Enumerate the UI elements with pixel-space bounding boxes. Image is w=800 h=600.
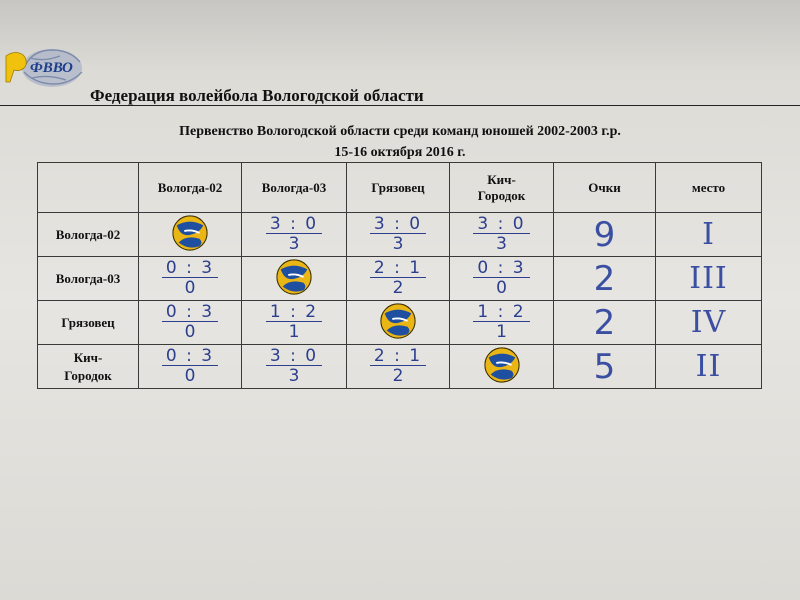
match-cell xyxy=(242,301,347,345)
points-total-cell xyxy=(554,345,656,389)
points-total: 5 xyxy=(593,346,616,387)
volleyball-icon xyxy=(171,214,209,252)
volleyball-icon xyxy=(379,302,417,340)
match-score: 3 : 0 xyxy=(370,215,426,234)
match-points: 2 xyxy=(392,366,404,386)
match-cell xyxy=(242,213,347,257)
team-name-cell xyxy=(38,213,139,257)
place-value: III xyxy=(689,261,728,296)
col-header: место xyxy=(656,163,762,213)
match-score: 2 : 1 xyxy=(370,347,426,366)
col-header: Вологда-03 xyxy=(242,163,347,213)
match-points: 0 xyxy=(184,322,196,342)
match-points: 0 xyxy=(184,366,196,386)
match-cell xyxy=(450,301,554,345)
table-row xyxy=(38,257,762,301)
volleyball-icon xyxy=(483,346,521,384)
match-points: 3 xyxy=(288,366,300,386)
col-header xyxy=(450,163,554,213)
col-header: Очки xyxy=(554,163,656,213)
match-cell xyxy=(347,213,450,257)
match-points: 3 xyxy=(288,234,300,254)
championship-title: Первенство Вологодской области среди команд юношей 2002-2003 г.р. xyxy=(179,124,621,139)
match-points: 0 xyxy=(496,278,507,298)
match-points: 3 xyxy=(496,234,507,254)
table-row xyxy=(38,213,762,257)
col-header: Грязовец xyxy=(347,163,450,213)
place-cell xyxy=(656,213,762,257)
team-name: Вологда-02 xyxy=(55,226,121,242)
team-name: Вологда-03 xyxy=(55,270,121,286)
match-score: 0 : 3 xyxy=(473,259,529,278)
match-points: 0 xyxy=(184,278,196,298)
place-cell xyxy=(656,301,762,345)
place-value: I xyxy=(702,217,715,252)
team-name: Грязовец xyxy=(61,314,115,330)
col-header-label: Кич-Городок xyxy=(477,171,526,203)
match-cell xyxy=(139,301,242,345)
team-name-cell xyxy=(38,257,139,301)
header-corner xyxy=(38,163,139,213)
place-cell xyxy=(656,257,762,301)
points-total-cell xyxy=(554,213,656,257)
table-row xyxy=(38,345,762,389)
points-total: 9 xyxy=(593,214,616,255)
match-points: 1 xyxy=(288,322,300,342)
match-cell xyxy=(242,345,347,389)
match-score: 3 : 0 xyxy=(266,347,322,366)
header-row xyxy=(38,163,762,213)
match-cell xyxy=(139,257,242,301)
place-value: IV xyxy=(690,305,727,340)
match-score: 1 : 2 xyxy=(266,303,322,322)
points-total-cell xyxy=(554,301,656,345)
points-total: 2 xyxy=(593,302,616,343)
match-cell xyxy=(139,345,242,389)
match-points: 1 xyxy=(496,322,507,342)
match-points: 3 xyxy=(392,234,404,254)
match-score: 0 : 3 xyxy=(162,347,218,366)
match-score: 3 : 0 xyxy=(266,215,322,234)
match-cell xyxy=(450,345,554,389)
points-total: 2 xyxy=(593,258,616,299)
match-score: 0 : 3 xyxy=(162,259,218,278)
team-name: Кич-Городок xyxy=(64,349,112,383)
team-name-cell xyxy=(38,345,139,389)
col-header: Вологда-02 xyxy=(139,163,242,213)
match-cell xyxy=(450,213,554,257)
match-cell xyxy=(450,257,554,301)
match-score: 1 : 2 xyxy=(473,303,529,322)
place-value: II xyxy=(695,349,722,384)
match-cell xyxy=(347,345,450,389)
championship-date: 15-16 октября 2016 г. xyxy=(334,145,466,160)
place-cell xyxy=(656,345,762,389)
match-cell xyxy=(139,213,242,257)
match-cell xyxy=(242,257,347,301)
logo-text: ФВВО xyxy=(30,60,73,76)
team-name-cell xyxy=(38,301,139,345)
match-score: 0 : 3 xyxy=(162,303,218,322)
match-score: 2 : 1 xyxy=(370,259,426,278)
table-row xyxy=(38,301,762,345)
header-divider xyxy=(0,105,800,106)
match-points: 2 xyxy=(392,278,404,298)
match-score: 3 : 0 xyxy=(473,215,529,234)
federation-title: Федерация волейбола Вологодской области xyxy=(90,86,424,105)
match-cell xyxy=(347,257,450,301)
volleyball-icon xyxy=(275,258,313,296)
points-total-cell xyxy=(554,257,656,301)
match-cell xyxy=(347,301,450,345)
results-table xyxy=(37,162,762,389)
